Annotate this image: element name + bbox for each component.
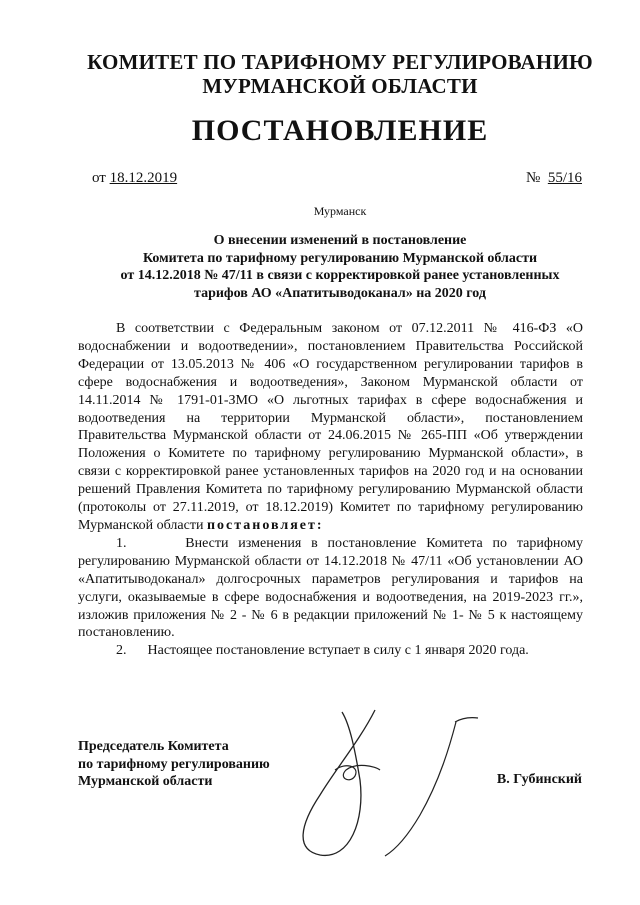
item-1-number: 1. bbox=[116, 535, 127, 551]
subject-line-4: тарифов АО «Апатитыводоканал» на 2020 год bbox=[194, 285, 486, 301]
date-prefix: от bbox=[92, 170, 106, 186]
signatory-name: В. Губинский bbox=[496, 772, 582, 787]
subject-line-3: от 14.12.2018 № 47/11 в связи с корректировкой ранее установленных bbox=[120, 268, 560, 283]
preamble-text: В соответствии с Федеральным законом от 07.12.2011 № 416-ФЗ «О водоснабжении и водоотведении», постановлением Правительства Российской Федерации от 13.05.2013 № 406 «О государственном регулировании тарифов в сфере водоснабжения и водоотведения», Законом Мурманской области от 14.11.2014 № 1791-01-ЗМО «О льготных тарифах в сфере водоснабжения и водоотведения на территории Мурманской области», постановлением Правительства Мурманской области от 24.06.2015 № 265-ПП «Об утверждении Положения о Комитете по тарифному регулированию Мурманской области», в связи с корректировкой ранее установленных тарифов на 2020 год и на основании решений Правления Комитета по тарифному регулированию Мурманской области (протоколы от 27.11.2019, от 18.12.2019) Комитет по тарифному регулированию Мурманской области bbox=[78, 321, 583, 533]
item-2-number: 2. bbox=[116, 643, 127, 659]
subject-line-2: Комитета по тарифному регулированию Мурманской области bbox=[142, 250, 538, 266]
document-city: Мурманск bbox=[313, 204, 367, 218]
item-2-text: Настоящее постановление вступает в силу с 1 января 2020 года. bbox=[147, 643, 529, 659]
date-value: 18.12.2019 bbox=[109, 170, 178, 186]
number-value: 55/16 bbox=[547, 170, 582, 186]
item-2 bbox=[78, 642, 583, 660]
resolves-colon: : bbox=[316, 517, 324, 533]
position-line-2: по тарифному регулированию bbox=[78, 756, 270, 772]
org-line-2: МУРМАНСКОЙ ОБЛАСТИ bbox=[202, 74, 478, 98]
document-date bbox=[92, 170, 177, 187]
item-1-text: Внести изменения в постановление Комитета по тарифному регулированию Мурманской области от 14.12.2018 № 47/11 «Об установлении АО «Апатитыводоканал» долгосрочных параметров регулирования и тарифов на услуги, оказываемые в сфере водоснабжения и водоотведения, на 2019-2023 гг.», изложив приложения № 2 - № 6 в редакции приложений № 1- № 5 к настоящему постановлению. bbox=[78, 535, 583, 641]
resolves-word: постановляет bbox=[206, 517, 317, 533]
organization-name bbox=[60, 50, 620, 98]
document-number bbox=[526, 170, 582, 187]
document-type: ПОСТАНОВЛЕНИЕ bbox=[191, 114, 489, 147]
subject-line-1: О внесении изменений в постановление bbox=[213, 233, 467, 248]
item-1 bbox=[78, 535, 583, 642]
preamble-paragraph bbox=[78, 320, 583, 535]
document-body bbox=[78, 320, 583, 660]
signatory-position bbox=[78, 738, 270, 791]
handwritten-signature bbox=[280, 700, 490, 860]
document-subject bbox=[80, 232, 600, 302]
position-line-3: Мурманской области bbox=[78, 774, 213, 789]
org-line-1: КОМИТЕТ ПО ТАРИФНОМУ РЕГУЛИРОВАНИЮ bbox=[87, 50, 593, 74]
number-prefix: № bbox=[526, 170, 541, 186]
position-line-1: Председатель Комитета bbox=[78, 739, 229, 754]
